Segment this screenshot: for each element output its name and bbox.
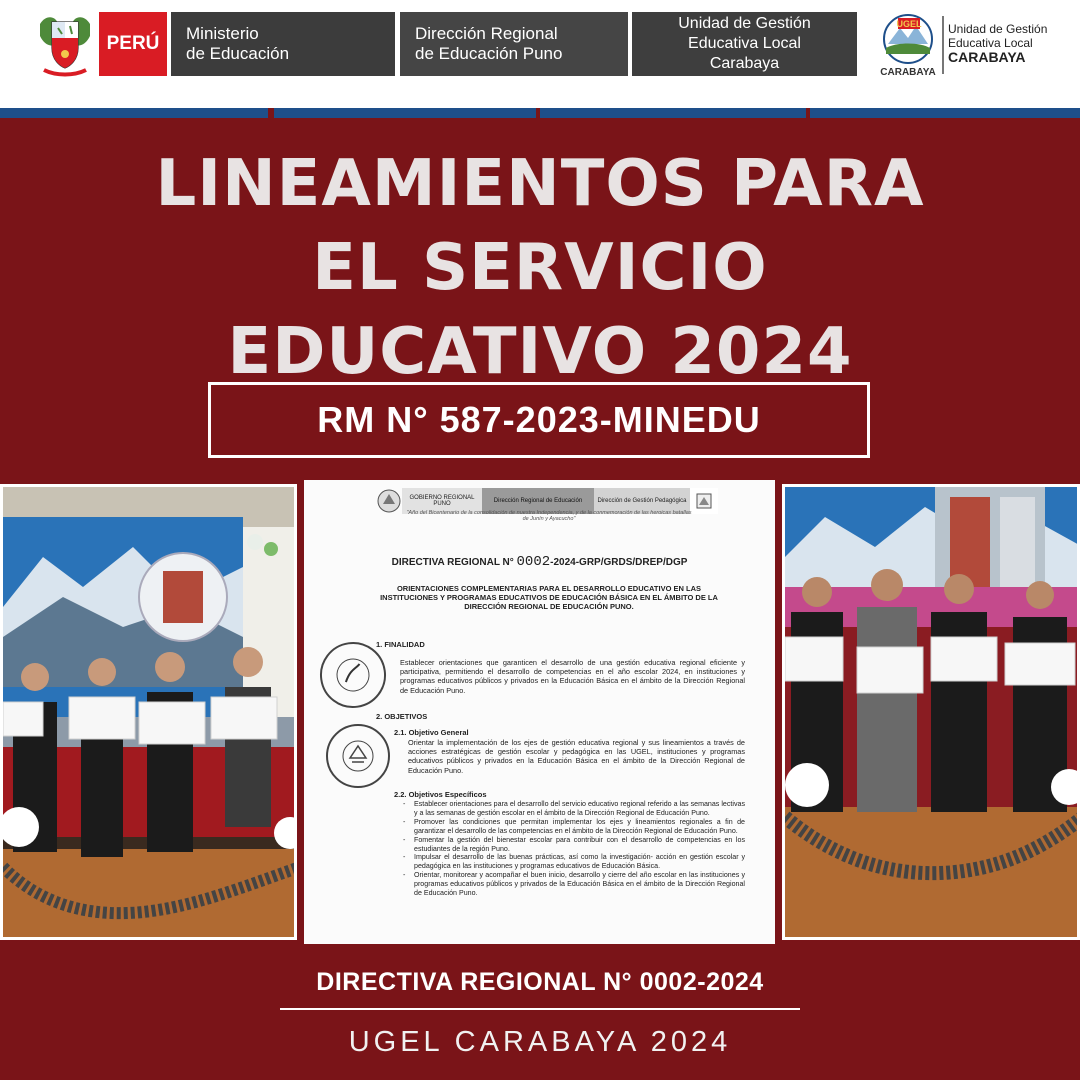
resolution-badge: RM N° 587-2023-MINEDU (208, 382, 870, 458)
list-item: - Promover las condiciones que permitan implementar los ejes y lineamientos regionales a fin de garantizar el desarrollo de las competencias en el ámbito de la Dirección Regional de Educación Puno. (400, 818, 745, 836)
section-finalidad-text: Establecer orientaciones que garanticen el desarrollo de una gestión educativa regional eficiente y participativa, permitiendo el desarrollo de competencias en el año escolar 2024, en instituciones y programas educativos públicos y privados en la Educación Básica en el ámbito de la Dirección Regional de Educación Puno. (400, 658, 745, 695)
footer-directiva-title: DIRECTIVA REGIONAL N° 0002-2024 (316, 968, 764, 996)
ugel-logo-label: CARABAYA (880, 67, 936, 78)
unidad-line-3: Carabaya (709, 55, 780, 72)
ugel-text-big: CARABAYA (948, 49, 1026, 65)
ministerio-line-1: Ministerio (186, 24, 259, 43)
document-orientaciones-heading: ORIENTACIONES COMPLEMENTARIAS PARA EL DESARROLLO EDUCATIVO EN LAS INSTITUCIONES Y PROGRAMAS EDUCATIVOS DE EDUCACIÓN BÁSICA EN EL ÁMBITO DE LA DIRECCIÓN REGIONAL DE EDUCACIÓN PUNO. (380, 584, 718, 611)
ceremony-photo-left (0, 484, 297, 940)
document-year-quote: "Año del Bicentenario de la consolidación de nuestra Independencia, y de la conmemoración de las heroicas batallas de Junín y Ayacucho" (406, 510, 692, 522)
unidad-gestion-label (632, 12, 857, 76)
list-item: - Impulsar el desarrollo de las buenas prácticas, así como la investigación- acción en gestión escolar y pedagógica en las instituciones y programas educativos de Educación Básica. (400, 853, 745, 871)
doc-header-logo-icon (690, 488, 718, 514)
document-directiva-title (304, 554, 775, 570)
ugel-text-line-1: Unidad de Gestión (948, 22, 1048, 36)
footer-divider (280, 1008, 800, 1010)
direccion-regional-label (400, 12, 628, 76)
doc-header-cell-1: GOBIERNO REGIONAL PUNO (402, 488, 482, 514)
title-line-1: LINEAMIENTOS PARA (155, 147, 925, 221)
footer-subtitle: UGEL CARABAYA 2024 (348, 1026, 732, 1058)
section-objetivo-general-title: 2.1. Objetivo General (394, 728, 469, 737)
section-objetivos-title: 2. OBJETIVOS (376, 712, 428, 721)
official-seal-icon (326, 724, 390, 788)
header-accent-line (0, 108, 1080, 118)
doc-header-cell-3: Dirección de Gestión Pedagógica (594, 488, 690, 514)
list-item: - Fomentar la gestión del bienestar escolar para contribuir con el desarrollo de competencias en los estudiantes de la región Puno. (400, 836, 745, 854)
directiva-document-preview (304, 480, 775, 944)
direccion-line-1: Dirección Regional (415, 24, 558, 43)
ugel-text-line-2: Educativa Local (948, 36, 1033, 50)
title-line-3: EDUCATIVO 2024 (227, 315, 853, 389)
header-divider (942, 16, 944, 74)
institution-header (0, 0, 1080, 110)
ministerio-line-2: de Educación (186, 44, 290, 63)
unidad-line-1: Unidad de Gestión (678, 15, 811, 32)
objetivos-especificos-list (400, 800, 745, 898)
directiva-number: 0002 (516, 554, 551, 570)
list-item: - Establecer orientaciones para el desarrollo del servicio educativo regional referido a las semanas lectivas y a las semanas de gestión escolar en el ámbito de la Dirección Regional de Educación Puno. (400, 800, 745, 818)
directiva-suffix: -2024-GRP/GRDS/DREP/DGP (550, 557, 688, 568)
ugel-carabaya-logo (876, 12, 940, 78)
section-objetivo-general-text: Orientar la implementación de los ejes de gestión educativa regional y sus lineamientos a través de acciones estratégicas de gestión escolar y pedagógica en las UGEL, instituciones y programas educativos públicos y privados en la Educación Básica en el ámbito de la Dirección Regional de Educación Puno. (408, 738, 745, 775)
ministerio-label (171, 12, 395, 76)
section-finalidad-title: 1. FINALIDAD (376, 640, 425, 649)
peru-label: PERÚ (99, 12, 167, 76)
ceremony-photo-right-image (785, 487, 1080, 940)
doc-header-cell-2: Dirección Regional de Educación (482, 488, 594, 514)
gobierno-regional-seal-icon (376, 488, 402, 516)
directiva-prefix: DIRECTIVA REGIONAL N° (391, 557, 514, 568)
ceremony-photo-left-image (3, 487, 297, 940)
ugel-text-block (948, 22, 1068, 64)
list-item: - Orientar, monitorear y acompañar el buen inicio, desarrollo y cierre del año escolar en las instituciones y programas educativos públicos y privados de la Educación Básica en el ámbito de la Dirección Regional de Educación Puno. (400, 871, 745, 898)
ceremony-photo-right (782, 484, 1080, 940)
peru-coat-of-arms-icon (36, 14, 94, 78)
main-title (40, 142, 1040, 394)
unidad-line-2: Educativa Local (688, 35, 801, 52)
ugel-logo-top-text: UGEL (896, 19, 922, 29)
section-objetivos-especificos-title: 2.2. Objetivos Específicos (394, 790, 487, 799)
direccion-line-2: de Educación Puno (415, 44, 563, 63)
title-line-2: EL SERVICIO (312, 231, 768, 305)
